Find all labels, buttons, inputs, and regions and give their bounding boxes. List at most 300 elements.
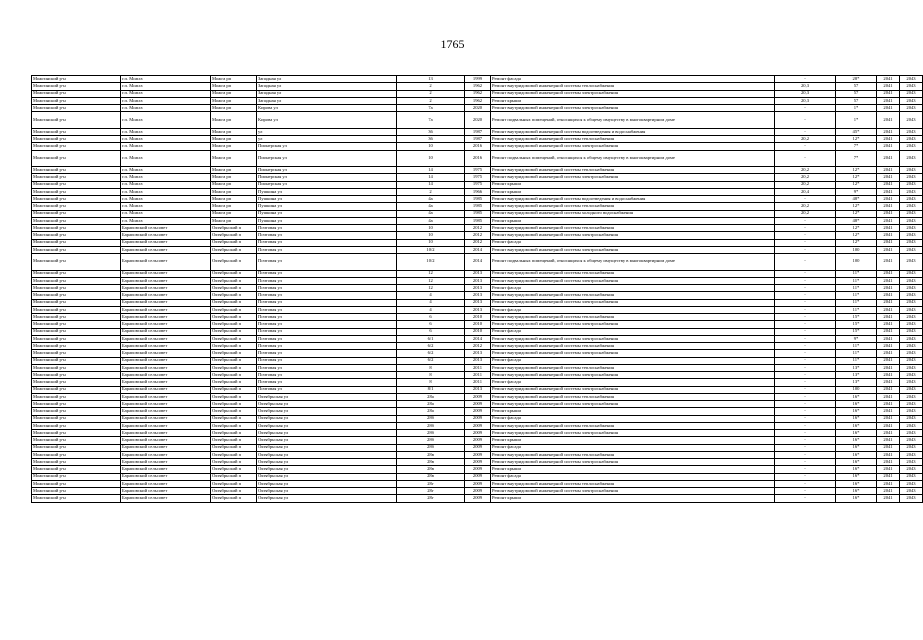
cell-end-year: 2043 — [900, 174, 923, 181]
table-row — [32, 415, 923, 422]
cell-year-built: 2013 — [465, 299, 491, 306]
cell-start-year: 2041 — [877, 217, 900, 224]
cell-settlement: Октябрьский п — [211, 451, 257, 458]
cell-work-type: Ремонт фасада — [491, 76, 775, 83]
cell-house-number: 6/2 — [397, 343, 465, 350]
cell-start-year: 2041 — [877, 143, 900, 150]
cell-district: Можгинский р-н — [32, 112, 121, 129]
table-row — [32, 488, 923, 495]
cell-year-built: 2010 — [465, 321, 491, 328]
cell-municipality: Бараповский сельсовет — [121, 357, 211, 364]
cell-settlement: Можга рп — [211, 97, 257, 104]
table-row — [32, 393, 923, 400]
cell-wear-percent: - — [775, 488, 836, 495]
cell-end-year: 2043 — [900, 136, 923, 143]
cell-street: Почтовая ул — [257, 292, 397, 299]
cell-work-type: Ремонт внутридомовой инженерной системы теплоснабжения — [491, 292, 775, 299]
cell-street: Кирова ул — [257, 105, 397, 112]
cell-street: Пушкина ул — [257, 210, 397, 217]
cell-work-type: Ремонт подвальных помещений, относящихся к общему имуществу в многоквартирном доме — [491, 150, 775, 167]
cell-municipality: г.п. Можга — [121, 97, 211, 104]
table-row — [32, 379, 923, 386]
cell-wear-percent: - — [775, 437, 836, 444]
cell-reserve: 16* — [836, 437, 877, 444]
cell-reserve: 16* — [836, 444, 877, 451]
cell-municipality: Бараповский сельсовет — [121, 430, 211, 437]
cell-district: Можгинский р-н — [32, 451, 121, 458]
cell-year-built: 1985 — [465, 203, 491, 210]
cell-end-year: 2043 — [900, 203, 923, 210]
cell-wear-percent: - — [775, 150, 836, 167]
cell-wear-percent: - — [775, 285, 836, 292]
cell-settlement: Можга рп — [211, 174, 257, 181]
cell-end-year: 2043 — [900, 112, 923, 129]
cell-municipality: Бараповский сельсовет — [121, 415, 211, 422]
cell-start-year: 2041 — [877, 306, 900, 313]
cell-wear-percent: 20,2 — [775, 174, 836, 181]
cell-district: Можгинский р-н — [32, 292, 121, 299]
table-row — [32, 188, 923, 195]
cell-settlement: Октябрьский п — [211, 277, 257, 284]
cell-district: Можгинский р-н — [32, 217, 121, 224]
cell-wear-percent: - — [775, 444, 836, 451]
cell-reserve: 57 — [836, 90, 877, 97]
cell-end-year: 2043 — [900, 246, 923, 253]
cell-end-year: 2043 — [900, 97, 923, 104]
cell-house-number: 28б — [397, 444, 465, 451]
table-row — [32, 422, 923, 429]
cell-settlement: Октябрьский п — [211, 285, 257, 292]
cell-end-year: 2043 — [900, 357, 923, 364]
cell-wear-percent: - — [775, 350, 836, 357]
cell-wear-percent: - — [775, 270, 836, 277]
cell-district: Можгинский р-н — [32, 203, 121, 210]
cell-work-type: Ремонт внутридомовой инженерной системы электроснабжения — [491, 299, 775, 306]
cell-district: Можгинский р-н — [32, 473, 121, 480]
cell-street: Октябрьская ул — [257, 459, 397, 466]
table-row — [32, 232, 923, 239]
cell-street: Октябрьская ул — [257, 488, 397, 495]
cell-municipality: Бараповский сельсовет — [121, 444, 211, 451]
cell-start-year: 2041 — [877, 386, 900, 393]
cell-start-year: 2041 — [877, 76, 900, 83]
cell-municipality: г.п. Можга — [121, 76, 211, 83]
table-row — [32, 167, 923, 174]
cell-end-year: 2043 — [900, 488, 923, 495]
cell-wear-percent: - — [775, 495, 836, 502]
cell-reserve: 12* — [836, 174, 877, 181]
cell-wear-percent: 20,2 — [775, 136, 836, 143]
table-row — [32, 466, 923, 473]
cell-district: Можгинский р-н — [32, 444, 121, 451]
cell-work-type: Ремонт фасада — [491, 357, 775, 364]
cell-house-number: 4а — [397, 203, 465, 210]
cell-reserve: 16* — [836, 415, 877, 422]
cell-start-year: 2041 — [877, 379, 900, 386]
cell-reserve: 16* — [836, 422, 877, 429]
cell-end-year: 2043 — [900, 437, 923, 444]
cell-street: Октябрьская ул — [257, 415, 397, 422]
cell-municipality: Бараповский сельсовет — [121, 314, 211, 321]
cell-end-year: 2043 — [900, 232, 923, 239]
cell-settlement: Октябрьский п — [211, 335, 257, 342]
cell-district: Можгинский р-н — [32, 393, 121, 400]
cell-district: Можгинский р-н — [32, 480, 121, 487]
cell-house-number: 14 — [397, 167, 465, 174]
cell-reserve: 11* — [836, 292, 877, 299]
cell-wear-percent: - — [775, 379, 836, 386]
cell-start-year: 2041 — [877, 203, 900, 210]
cell-end-year: 2043 — [900, 277, 923, 284]
cell-wear-percent: - — [775, 459, 836, 466]
cell-municipality: Бараповский сельсовет — [121, 466, 211, 473]
cell-settlement: Октябрьский п — [211, 343, 257, 350]
cell-start-year: 2041 — [877, 430, 900, 437]
cell-wear-percent: 20,2 — [775, 203, 836, 210]
table-row — [32, 408, 923, 415]
cell-end-year: 2043 — [900, 270, 923, 277]
cell-settlement: Октябрьский п — [211, 386, 257, 393]
cell-house-number: 10 — [397, 143, 465, 150]
cell-wear-percent: - — [775, 480, 836, 487]
cell-municipality: Бараповский сельсовет — [121, 422, 211, 429]
cell-end-year: 2043 — [900, 335, 923, 342]
table-row — [32, 225, 923, 232]
cell-start-year: 2041 — [877, 415, 900, 422]
cell-wear-percent: - — [775, 364, 836, 371]
cell-work-type: Ремонт внутридомовой инженерной системы теплоснабжения — [491, 364, 775, 371]
cell-municipality: Бараповский сельсовет — [121, 232, 211, 239]
cell-house-number: 10 — [397, 150, 465, 167]
cell-municipality: Бараповский сельсовет — [121, 364, 211, 371]
table-row — [32, 357, 923, 364]
cell-work-type: Ремонт крыши — [491, 437, 775, 444]
cell-district: Можгинский р-н — [32, 150, 121, 167]
cell-street: Почтовая ул — [257, 314, 397, 321]
cell-reserve: 28* — [836, 76, 877, 83]
cell-house-number: 13 — [397, 76, 465, 83]
cell-year-built: 2020 — [465, 105, 491, 112]
cell-work-type: Ремонт подвальных помещений, относящихся к общему имуществу в многоквартирном доме — [491, 254, 775, 271]
cell-start-year: 2041 — [877, 150, 900, 167]
cell-work-type: Ремонт внутридомовой инженерной системы теплоснабжения — [491, 393, 775, 400]
table-row — [32, 90, 923, 97]
cell-start-year: 2041 — [877, 451, 900, 458]
cell-year-built: 2009 — [465, 430, 491, 437]
table-row — [32, 451, 923, 458]
cell-street: Почтовая ул — [257, 379, 397, 386]
cell-municipality: Бараповский сельсовет — [121, 285, 211, 292]
table-row — [32, 174, 923, 181]
cell-municipality: Бараповский сельсовет — [121, 488, 211, 495]
cell-settlement: Можга рп — [211, 217, 257, 224]
cell-district: Можгинский р-н — [32, 335, 121, 342]
cell-wear-percent: - — [775, 254, 836, 271]
cell-reserve: 16* — [836, 408, 877, 415]
cell-start-year: 2041 — [877, 343, 900, 350]
cell-work-type: Ремонт внутридомовой инженерной системы водоотведения и водоснабжения — [491, 128, 775, 135]
cell-year-built: 2012 — [465, 232, 491, 239]
cell-start-year: 2041 — [877, 393, 900, 400]
cell-reserve: 12* — [836, 167, 877, 174]
cell-house-number: 6/2 — [397, 357, 465, 364]
cell-work-type: Ремонт внутридомовой инженерной системы водоотведения и водоснабжения — [491, 196, 775, 203]
cell-reserve: 1* — [836, 112, 877, 129]
cell-street: Почтовая ул — [257, 343, 397, 350]
cell-house-number: 8 — [397, 379, 465, 386]
cell-municipality: Бараповский сельсовет — [121, 328, 211, 335]
cell-work-type: Ремонт внутридомовой инженерной системы электроснабжения — [491, 246, 775, 253]
cell-house-number: 12 — [397, 285, 465, 292]
cell-work-type: Ремонт внутридомовой инженерной системы электроснабжения — [491, 430, 775, 437]
cell-municipality: Бараповский сельсовет — [121, 277, 211, 284]
cell-work-type: Ремонт крыши — [491, 181, 775, 188]
cell-year-built: 2009 — [465, 466, 491, 473]
cell-end-year: 2043 — [900, 217, 923, 224]
cell-reserve: 16* — [836, 393, 877, 400]
cell-house-number: 10 — [397, 232, 465, 239]
table-row — [32, 364, 923, 371]
cell-year-built: 2013 — [465, 277, 491, 284]
cell-start-year: 2041 — [877, 328, 900, 335]
table-row — [32, 444, 923, 451]
cell-wear-percent: - — [775, 306, 836, 313]
cell-year-built: 2009 — [465, 480, 491, 487]
cell-street: Пионерская ул — [257, 167, 397, 174]
cell-district: Можгинский р-н — [32, 379, 121, 386]
cell-street: Почтовая ул — [257, 277, 397, 284]
cell-work-type: Ремонт внутридомовой инженерной системы электроснабжения — [491, 143, 775, 150]
cell-district: Можгинский р-н — [32, 459, 121, 466]
cell-settlement: Можга рп — [211, 128, 257, 135]
cell-municipality: Бараповский сельсовет — [121, 451, 211, 458]
cell-municipality: Бараповский сельсовет — [121, 459, 211, 466]
cell-wear-percent: - — [775, 105, 836, 112]
cell-wear-percent: - — [775, 401, 836, 408]
cell-house-number: 10 — [397, 239, 465, 246]
table-row — [32, 246, 923, 253]
cell-year-built: 2013 — [465, 285, 491, 292]
cell-year-built: 1962 — [465, 83, 491, 90]
cell-work-type: Ремонт фасада — [491, 473, 775, 480]
cell-reserve: 9* — [836, 188, 877, 195]
cell-street: Почтовая ул — [257, 357, 397, 364]
cell-district: Можгинский р-н — [32, 372, 121, 379]
cell-year-built: 2009 — [465, 444, 491, 451]
cell-house-number: 14 — [397, 181, 465, 188]
cell-year-built: 2014 — [465, 335, 491, 342]
cell-end-year: 2043 — [900, 473, 923, 480]
cell-wear-percent: - — [775, 415, 836, 422]
cell-wear-percent: - — [775, 343, 836, 350]
cell-street: Октябрьская ул — [257, 466, 397, 473]
cell-wear-percent: - — [775, 232, 836, 239]
cell-reserve: 16* — [836, 473, 877, 480]
cell-street: Пионерская ул — [257, 143, 397, 150]
cell-settlement: Октябрьский п — [211, 299, 257, 306]
cell-street: Пушкина ул — [257, 203, 397, 210]
cell-district: Можгинский р-н — [32, 430, 121, 437]
cell-district: Можгинский р-н — [32, 299, 121, 306]
cell-reserve: 57 — [836, 83, 877, 90]
cell-municipality: г.п. Можга — [121, 112, 211, 129]
cell-house-number: 28б — [397, 437, 465, 444]
table-row — [32, 239, 923, 246]
cell-street: Почтовая ул — [257, 270, 397, 277]
cell-end-year: 2043 — [900, 167, 923, 174]
cell-work-type: Ремонт фасада — [491, 328, 775, 335]
cell-municipality: Бараповский сельсовет — [121, 495, 211, 502]
cell-street: Почтовая ул — [257, 321, 397, 328]
cell-municipality: г.п. Можга — [121, 83, 211, 90]
cell-municipality: г.п. Можга — [121, 136, 211, 143]
cell-street: Октябрьская ул — [257, 430, 397, 437]
cell-reserve: 16* — [836, 459, 877, 466]
cell-reserve: 48* — [836, 196, 877, 203]
cell-start-year: 2041 — [877, 225, 900, 232]
cell-house-number: 4а — [397, 217, 465, 224]
cell-settlement: Можга рп — [211, 181, 257, 188]
cell-start-year: 2041 — [877, 188, 900, 195]
cell-wear-percent: - — [775, 466, 836, 473]
cell-settlement: Можга рп — [211, 210, 257, 217]
cell-wear-percent: - — [775, 225, 836, 232]
cell-district: Можгинский р-н — [32, 97, 121, 104]
cell-district: Можгинский р-н — [32, 437, 121, 444]
cell-end-year: 2043 — [900, 314, 923, 321]
cell-settlement: Октябрьский п — [211, 488, 257, 495]
cell-settlement: Можга рп — [211, 83, 257, 90]
cell-municipality: г.п. Можга — [121, 105, 211, 112]
cell-reserve: 11* — [836, 285, 877, 292]
cell-district: Можгинский р-н — [32, 232, 121, 239]
cell-reserve: 12* — [836, 203, 877, 210]
cell-municipality: Бараповский сельсовет — [121, 225, 211, 232]
cell-settlement: Октябрьский п — [211, 459, 257, 466]
cell-wear-percent: 20,3 — [775, 90, 836, 97]
cell-year-built: 1999 — [465, 76, 491, 83]
cell-municipality: Бараповский сельсовет — [121, 246, 211, 253]
cell-municipality: г.п. Можга — [121, 217, 211, 224]
cell-start-year: 2041 — [877, 239, 900, 246]
cell-year-built: 2009 — [465, 488, 491, 495]
cell-municipality: г.п. Можга — [121, 174, 211, 181]
cell-start-year: 2041 — [877, 401, 900, 408]
cell-district: Можгинский р-н — [32, 188, 121, 195]
table-row — [32, 105, 923, 112]
cell-year-built: 1987 — [465, 128, 491, 135]
cell-municipality: Бараповский сельсовет — [121, 239, 211, 246]
repair-schedule-table — [31, 75, 923, 503]
cell-municipality: г.п. Можга — [121, 203, 211, 210]
cell-reserve: 57 — [836, 97, 877, 104]
cell-settlement: Октябрьский п — [211, 225, 257, 232]
table-row — [32, 299, 923, 306]
cell-work-type: Ремонт фасада — [491, 239, 775, 246]
table-row — [32, 97, 923, 104]
cell-work-type: Ремонт внутридомовой инженерной системы теплоснабжения — [491, 203, 775, 210]
table-row — [32, 306, 923, 313]
cell-house-number: 8 — [397, 372, 465, 379]
cell-start-year: 2041 — [877, 277, 900, 284]
cell-wear-percent: - — [775, 217, 836, 224]
cell-wear-percent: 20,4 — [775, 188, 836, 195]
cell-street: Западная ул — [257, 97, 397, 104]
cell-start-year: 2041 — [877, 270, 900, 277]
table-row — [32, 459, 923, 466]
cell-district: Можгинский р-н — [32, 488, 121, 495]
cell-district: Можгинский р-н — [32, 76, 121, 83]
cell-settlement: Можга рп — [211, 196, 257, 203]
cell-house-number: 6 — [397, 321, 465, 328]
cell-settlement: Октябрьский п — [211, 401, 257, 408]
cell-start-year: 2041 — [877, 422, 900, 429]
cell-wear-percent: - — [775, 473, 836, 480]
cell-year-built: 2009 — [465, 422, 491, 429]
cell-reserve: 12* — [836, 136, 877, 143]
cell-start-year: 2041 — [877, 357, 900, 364]
cell-end-year: 2043 — [900, 210, 923, 217]
cell-settlement: Можга рп — [211, 188, 257, 195]
cell-end-year: 2043 — [900, 254, 923, 271]
cell-start-year: 2041 — [877, 97, 900, 104]
cell-house-number: 28б — [397, 422, 465, 429]
cell-settlement: Можга рп — [211, 112, 257, 129]
cell-district: Можгинский р-н — [32, 495, 121, 502]
cell-street: Почтовая ул — [257, 364, 397, 371]
cell-district: Можгинский р-н — [32, 386, 121, 393]
cell-work-type: Ремонт внутридомовой инженерной системы теплоснабжения — [491, 422, 775, 429]
table-row — [32, 350, 923, 357]
cell-street: Западная ул — [257, 90, 397, 97]
page-number: 1765 — [440, 37, 465, 51]
cell-wear-percent: - — [775, 386, 836, 393]
cell-municipality: Бараповский сельсовет — [121, 480, 211, 487]
table-row — [32, 203, 923, 210]
cell-district: Можгинский р-н — [32, 83, 121, 90]
cell-year-built: 2009 — [465, 437, 491, 444]
cell-year-built: 2009 — [465, 408, 491, 415]
cell-municipality: Бараповский сельсовет — [121, 335, 211, 342]
cell-settlement: Октябрьский п — [211, 466, 257, 473]
cell-start-year: 2041 — [877, 83, 900, 90]
cell-end-year: 2043 — [900, 285, 923, 292]
cell-municipality: г.п. Можга — [121, 188, 211, 195]
cell-end-year: 2043 — [900, 239, 923, 246]
cell-municipality: г.п. Можга — [121, 196, 211, 203]
cell-settlement: Октябрьский п — [211, 306, 257, 313]
cell-end-year: 2043 — [900, 83, 923, 90]
cell-street: Кирова ул — [257, 112, 397, 129]
cell-end-year: 2043 — [900, 188, 923, 195]
table-row — [32, 76, 923, 83]
cell-start-year: 2041 — [877, 444, 900, 451]
cell-wear-percent: - — [775, 430, 836, 437]
cell-year-built: 2011 — [465, 379, 491, 386]
cell-wear-percent: - — [775, 76, 836, 83]
cell-district: Можгинский р-н — [32, 422, 121, 429]
cell-work-type: Ремонт внутридомовой инженерной системы теплоснабжения — [491, 136, 775, 143]
cell-house-number: 2 — [397, 188, 465, 195]
cell-street: Западная ул — [257, 76, 397, 83]
cell-wear-percent: - — [775, 357, 836, 364]
table-row — [32, 112, 923, 129]
cell-house-number: 28в — [397, 473, 465, 480]
cell-work-type: Ремонт внутридомовой инженерной системы теплоснабжения — [491, 83, 775, 90]
table-row — [32, 437, 923, 444]
cell-work-type: Ремонт внутридомовой инженерной системы электроснабжения — [491, 350, 775, 357]
cell-district: Можгинский р-н — [32, 196, 121, 203]
